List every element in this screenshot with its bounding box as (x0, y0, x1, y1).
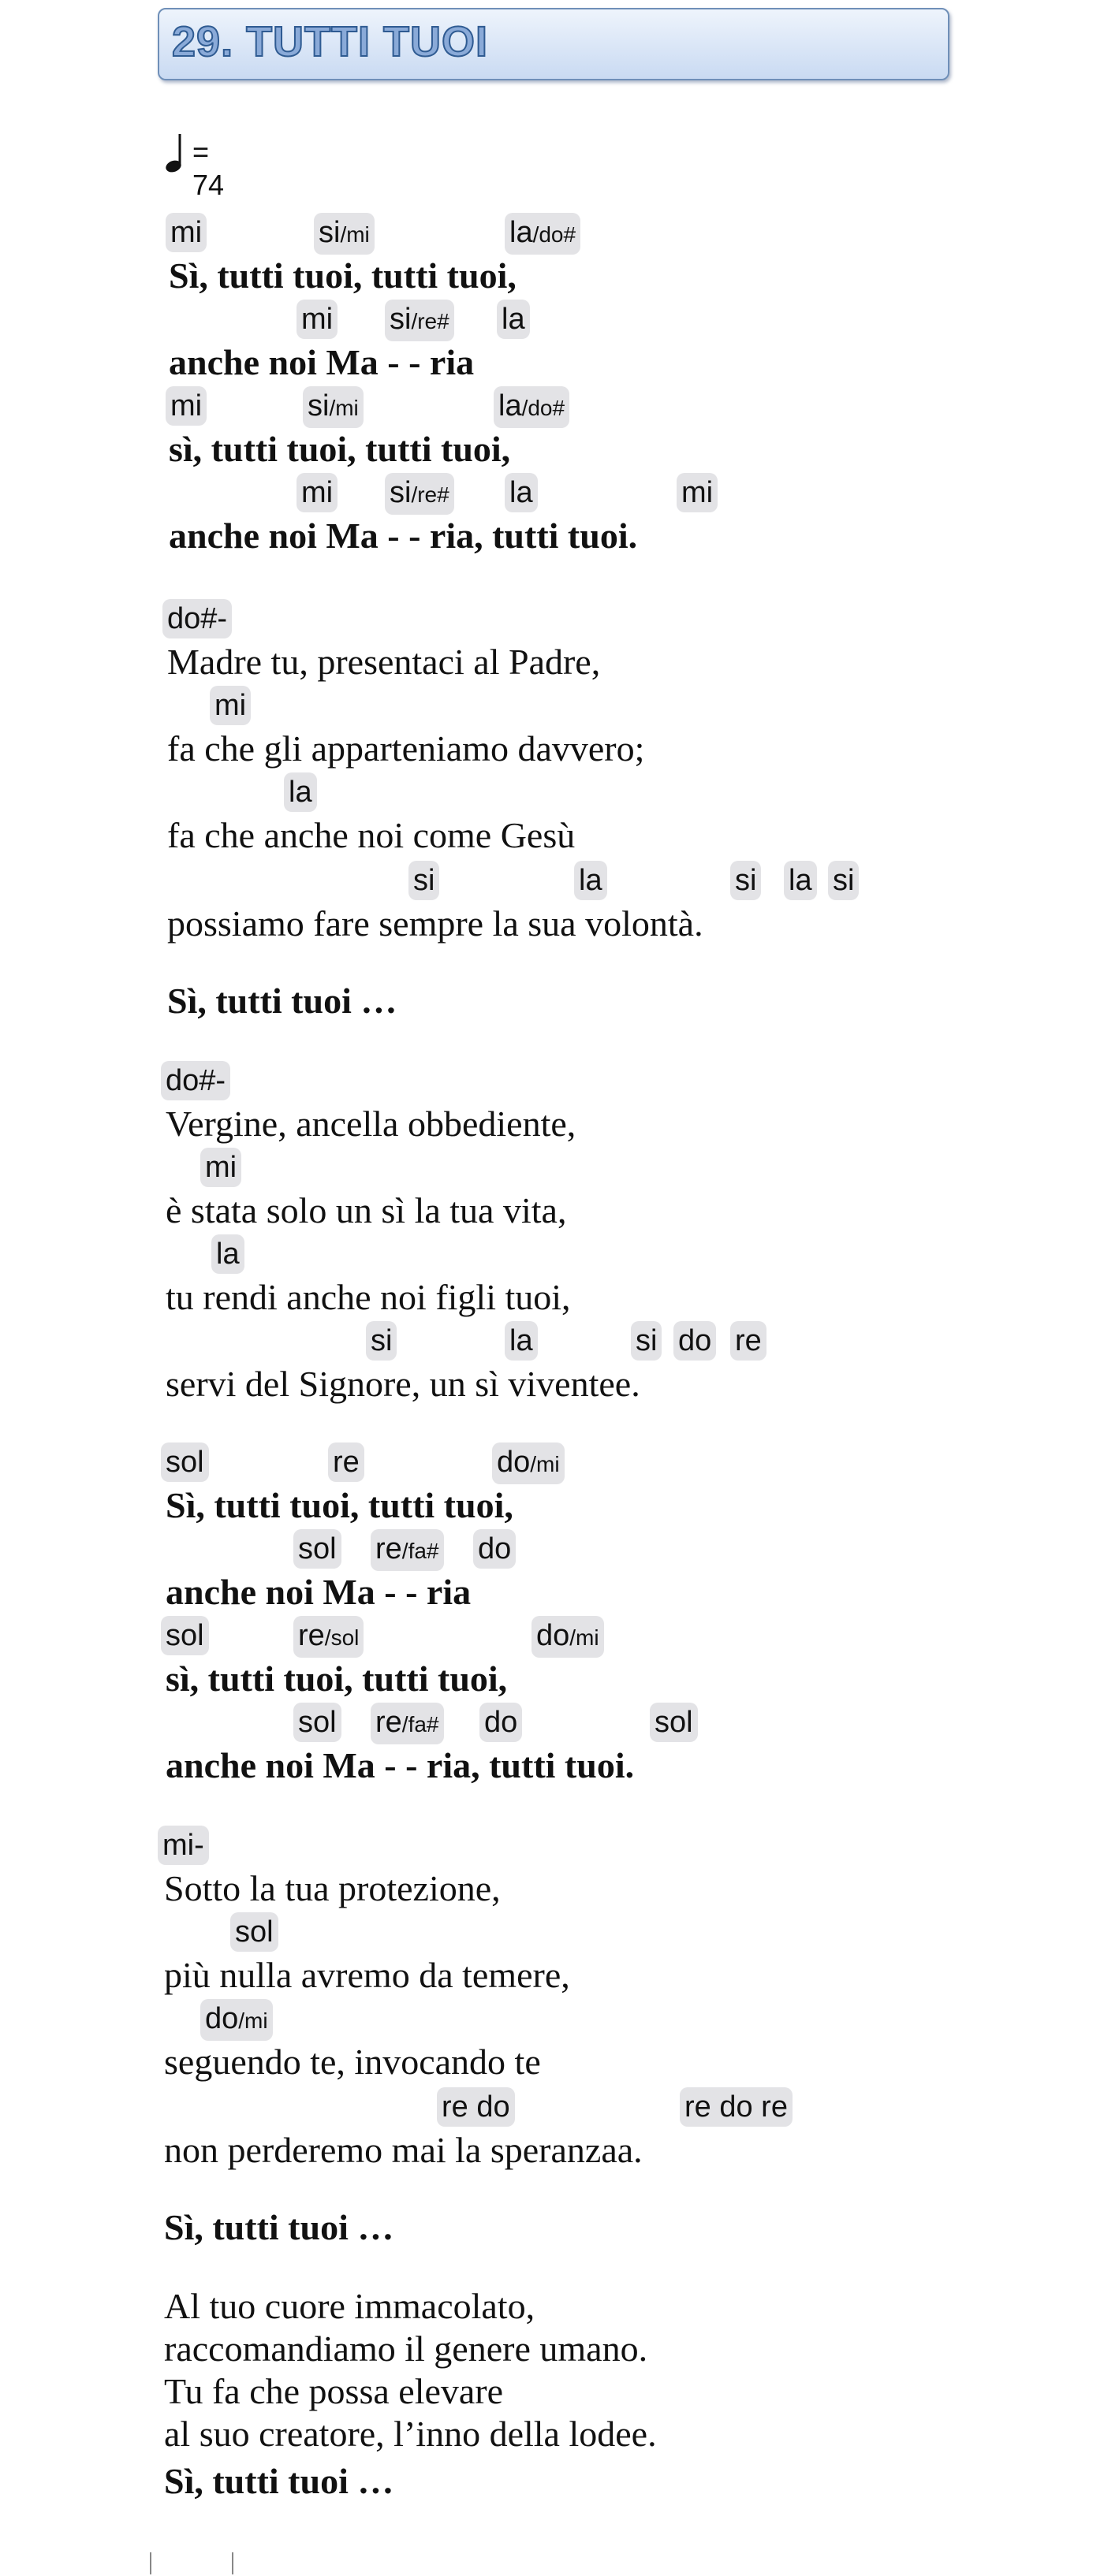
lyric-line: fa che anche noi come Gesù (167, 815, 576, 855)
lyric-line: non perderemo mai la speranzaa. (164, 2130, 643, 2170)
chord: si/re# (385, 300, 454, 341)
lyric-line: sì, tutti tuoi, tutti tuoi, (169, 429, 511, 469)
chord: la (505, 473, 538, 512)
lyric-line: seguendo te, invocando te (164, 2042, 541, 2082)
lyric-line: Sì, tutti tuoi, tutti tuoi, (169, 255, 517, 296)
lyric-line: anche noi Ma - - ria (166, 1572, 472, 1612)
song-title: 29. TUTTI TUOI (172, 18, 489, 65)
chord: si (408, 861, 439, 900)
title-banner (158, 8, 949, 80)
chord: re do re (680, 2087, 793, 2127)
footer-divider (150, 2552, 151, 2574)
chord: re (730, 1321, 766, 1361)
chord: si (366, 1321, 397, 1361)
lyric-line: Sì, tutti tuoi, tutti tuoi, (166, 1485, 513, 1525)
chord: do#- (161, 1061, 230, 1100)
chord: sol (161, 1442, 209, 1482)
lyric-line: anche noi Ma - - ria, tutti tuoi. (166, 1745, 635, 1785)
chord: re (328, 1442, 364, 1482)
chord: sol (293, 1703, 341, 1742)
chord: la (505, 1321, 538, 1361)
lyric-line: Vergine, ancella obbediente, (166, 1104, 576, 1144)
lyric-line: al suo creatore, l’inno della lodee. (164, 2414, 657, 2454)
chord: do#- (162, 599, 232, 638)
lyric-line: fa che gli apparteniamo davvero; (167, 728, 645, 769)
chord: la (211, 1234, 244, 1274)
chord: sol (230, 1912, 278, 1952)
chord: la/do# (494, 386, 569, 428)
lyric-line: Al tuo cuore immacolato, (164, 2286, 535, 2326)
lyric-line: Madre tu, presentaci al Padre, (167, 642, 601, 682)
chord: do (473, 1529, 516, 1569)
chord: sol (293, 1529, 341, 1569)
chord: mi (677, 473, 718, 512)
lyric-line: possiamo fare sempre la sua volontà. (167, 903, 703, 944)
lyric-line: Sotto la tua protezione, (164, 1868, 501, 1908)
lyric-line: servi del Signore, un sì viventee. (166, 1364, 640, 1404)
lyric-line: sì, tutti tuoi, tutti tuoi, (166, 1658, 508, 1699)
chord: mi (297, 300, 338, 339)
chord: mi (200, 1148, 241, 1187)
chord: la (784, 861, 817, 900)
lyric-line: raccomandiamo il genere umano. (164, 2328, 648, 2369)
chord: do/mi (531, 1616, 604, 1658)
chord: mi (166, 213, 207, 252)
chord: si (631, 1321, 662, 1361)
footer-divider (232, 2552, 233, 2574)
chord: si/mi (303, 386, 364, 428)
tempo-value: = 74 (192, 136, 225, 201)
chord: do (479, 1703, 522, 1742)
chord: do (673, 1321, 716, 1361)
refrain-line: Sì, tutti tuoi … (164, 2461, 394, 2501)
chord: la (574, 861, 607, 900)
chord: la (284, 772, 317, 812)
chord: mi- (158, 1826, 209, 1865)
chord: mi (297, 473, 338, 512)
lyric-line: anche noi Ma - - ria, tutti tuoi. (169, 516, 638, 556)
chord: mi (166, 386, 207, 426)
lyric-line: Tu fa che possa elevare (164, 2371, 504, 2411)
chord: sol (161, 1616, 209, 1655)
lyric-line: anche noi Ma - - ria (169, 342, 475, 382)
quarter-note-icon (164, 132, 188, 173)
lyric-line: tu rendi anche noi figli tuoi, (166, 1277, 571, 1317)
chord: si (828, 861, 859, 900)
chord: si (730, 861, 761, 900)
chord: do/mi (200, 1999, 273, 2041)
chord: sol (650, 1703, 698, 1742)
chord: re/fa# (371, 1529, 444, 1571)
chord: la (497, 300, 530, 339)
chord: mi (210, 686, 251, 725)
lyric-line: è stata solo un sì la tua vita, (166, 1190, 567, 1230)
chord: re/sol (293, 1616, 364, 1658)
chord: si/re# (385, 473, 454, 515)
chord: si/mi (314, 213, 375, 255)
chord: re do (437, 2087, 515, 2127)
refrain-line: Sì, tutti tuoi … (167, 981, 397, 1021)
refrain-line: Sì, tutti tuoi … (164, 2207, 394, 2247)
chord: do/mi (492, 1442, 565, 1484)
chord: la/do# (505, 213, 580, 255)
lyric-line: più nulla avremo da temere, (164, 1955, 570, 1995)
chord: re/fa# (371, 1703, 444, 1744)
